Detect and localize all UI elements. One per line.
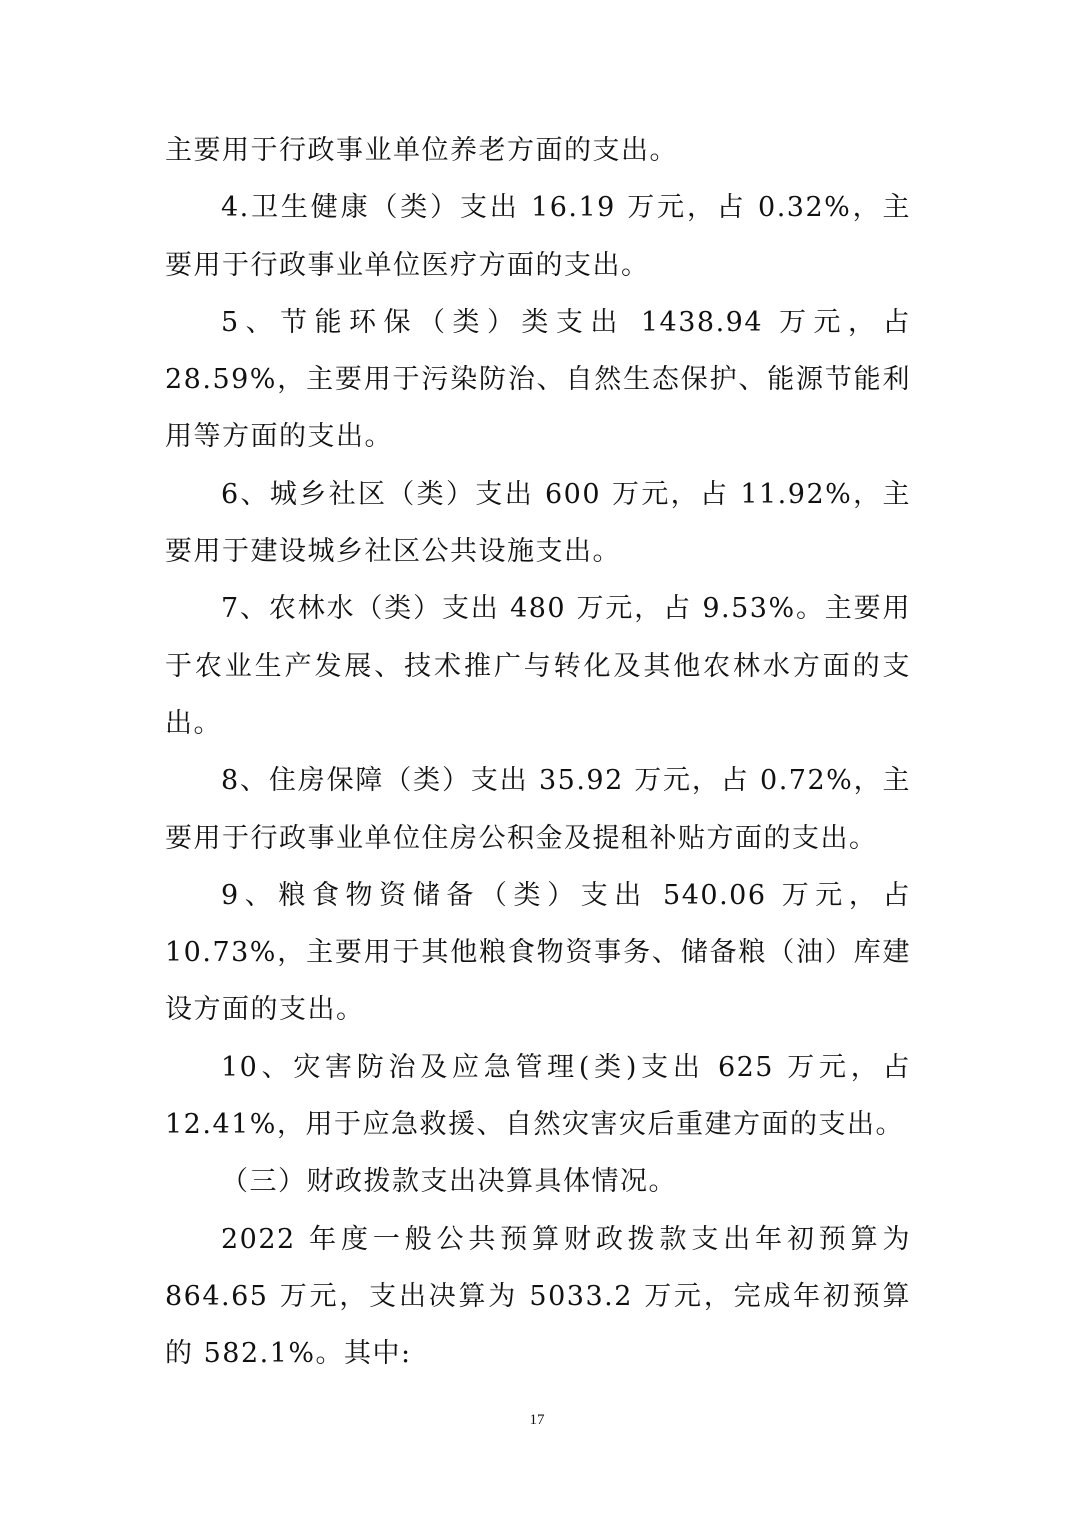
paragraph-disaster: 10、灾害防治及应急管理(类)支出 625 万元，占 12.41%，用于应急救援、自然灾害灾后重建方面的支出。 [165,1051,911,1141]
paragraph-budget-summary: 2022 年度一般公共预算财政拨款支出年初预算为 864.65 万元，支出决算为 5033.2 万元，完成年初预算的 582.1%。其中: [165,1223,911,1370]
paragraph-urban-rural: 6、城乡社区（类）支出 600 万元，占 11.92%，主要用于建设城乡社区公共设施支出。 [165,478,911,568]
paragraph-pension-continuation: 主要用于行政事业单位养老方面的支出。 [165,135,678,166]
page-number: 17 [529,1412,545,1428]
body-text [165,122,911,1383]
paragraph-energy-environment: 5、节能环保（类）类支出 1438.94 万元，占 28.59%，主要用于污染防治、自然生态保护、能源节能利用等方面的支出。 [165,306,911,453]
section-heading-fiscal-appropriation: （三）财政拨款支出决算具体情况。 [221,1166,677,1198]
paragraph-health: 4.卫生健康（类）支出 16.19 万元，占 0.32%，主要用于行政事业单位医疗方面的支出。 [165,192,911,281]
paragraph-housing: 8、住房保障（类）支出 35.92 万元，占 0.72%，主要用于行政事业单位住房公积金及提租补贴方面的支出。 [165,765,911,854]
paragraph-grain-reserve: 9、粮食物资储备（类）支出 540.06 万元，占 10.73%，主要用于其他粮食物资事务、储备粮（油）库建设方面的支出。 [165,879,911,1026]
paragraph-agriculture: 7、农林水（类）支出 480 万元，占 9.53%。主要用于农业生产发展、技术推广与转化及其他农林水方面的支出。 [165,593,911,739]
